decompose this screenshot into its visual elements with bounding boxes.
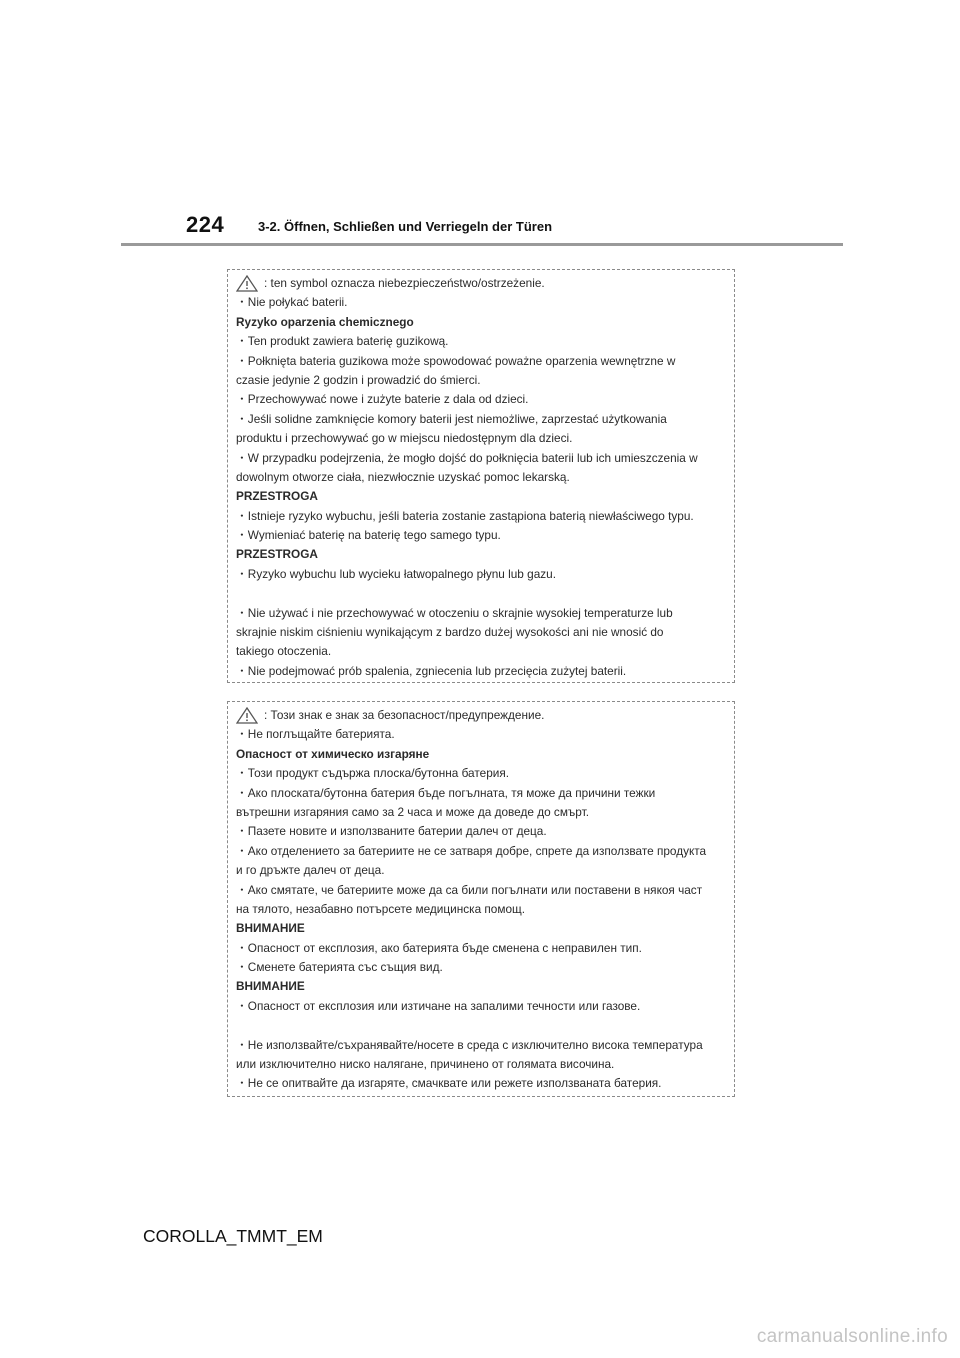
warning-triangle-icon	[236, 707, 258, 724]
bulgarian-spacer	[236, 1016, 734, 1035]
polish-intro-text: : ten symbol oznacza niebezpieczeństwo/ostrzeżenie.	[264, 276, 545, 290]
polish-line-18: takiego otoczenia.	[236, 644, 332, 659]
bulgarian-line-9: ・Ако смятате, че батериите може да са били погълнати или поставени в някоя част	[236, 882, 703, 897]
bulgarian-line-6: ・Пазете новите и използваните батерии далеч от деца.	[236, 824, 547, 839]
bulgarian-intro-line	[236, 706, 734, 725]
bulgarian-heading-chemical-burn: Опасност от химическо изгаряне	[236, 746, 430, 761]
polish-line-10: dowolnym otworze ciała, niezwłocznie uzyskać pomoc lekarską.	[236, 469, 570, 484]
bulgarian-line-15: ・Опасност от експлозия или изтичане на запалими течности или газове.	[236, 998, 641, 1013]
polish-line-15: ・Ryzyko wybuchu lub wycieku łatwopalnego płynu lub gazu.	[236, 566, 557, 581]
polish-line-8: produktu i przechowywać go w miejscu niedostępnym dla dzieci.	[236, 431, 573, 446]
section-title: 3-2. Öffnen, Schließen und Verriegeln der Türen	[258, 219, 553, 234]
polish-intro-line	[236, 274, 734, 293]
polish-line-7: ・Jeśli solidne zamknięcie komory baterii jest niemożliwe, zaprzestać użytkowania	[236, 411, 667, 426]
bulgarian-line-5: вътрешни изгаряния само за 2 часа и може да доведе до смърт.	[236, 804, 589, 819]
bulgarian-line-18: ・Не се опитвайте да изгаряте, смачквате или режете използваната батерия.	[236, 1076, 662, 1091]
polish-line-19: ・Nie podejmować prób spalenia, zgniecenia lub przecięcia zużytej baterii.	[236, 663, 627, 678]
polish-line-6: ・Przechowywać nowe i zużyte baterie z dala od dzieci.	[236, 392, 529, 407]
header-divider	[121, 243, 843, 246]
polish-line-1: ・Nie połykać baterii.	[236, 295, 348, 310]
polish-line-13: ・Wymieniać baterię na baterię tego samego typu.	[236, 528, 501, 543]
polish-heading-caution-1: PRZESTROGA	[236, 489, 318, 504]
page-number: 224	[186, 212, 225, 237]
warning-triangle-icon	[236, 275, 258, 292]
polish-spacer	[236, 584, 734, 603]
bulgarian-line-1: ・Не поглъщайте батерията.	[236, 727, 395, 742]
bulgarian-line-13: ・Сменете батерията със същия вид.	[236, 960, 443, 975]
watermark: carmanualsonline.info	[756, 1326, 948, 1347]
polish-line-12: ・Istnieje ryzyko wybuchu, jeśli bateria zostanie zastąpiona baterią niewłaściwego typu.	[236, 508, 694, 523]
polish-line-5: czasie jedynie 2 godzin i prowadzić do śmierci.	[236, 372, 481, 387]
bulgarian-intro-text: : Този знак е знак за безопасност/предупреждение.	[264, 708, 545, 722]
polish-line-3: ・Ten produkt zawiera baterię guzikową.	[236, 334, 449, 349]
bulgarian-line-10: на тялото, незабавно потърсете медицинска помощ.	[236, 901, 526, 916]
polish-heading-chemical-burn: Ryzyko oparzenia chemicznego	[236, 314, 414, 329]
polish-line-17: skrajnie niskim ciśnieniu wynikającym z bardzo dużej wysokości ani nie wnosić do	[236, 625, 664, 640]
polish-line-9: ・W przypadku podejrzenia, że mogło dojść do połknięcia baterii lub ich umieszczenia w	[236, 450, 698, 465]
bulgarian-warning-box	[227, 701, 735, 1097]
bulgarian-line-8: и го дръжте далеч от деца.	[236, 863, 385, 878]
bulgarian-line-3: ・Този продукт съдържа плоска/бутонна батерия.	[236, 766, 510, 781]
bulgarian-line-16: ・Не използвайте/съхранявайте/носете в среда с изключително висока температура	[236, 1037, 703, 1052]
polish-line-16: ・Nie używać i nie przechowywać w otoczeniu o skrajnie wysokiej temperaturze lub	[236, 605, 673, 620]
bulgarian-heading-caution-2: ВНИМАНИЕ	[236, 979, 305, 994]
model-code-footer: COROLLA_TMMT_EM	[143, 1226, 323, 1246]
bulgarian-line-7: ・Ако отделението за батериите не се затваря добре, спрете да използвате продукта	[236, 843, 707, 858]
bulgarian-line-4: ・Ако плоската/бутонна батерия бъде погълната, тя може да причини тежки	[236, 785, 656, 800]
polish-line-4: ・Połknięta bateria guzikowa może spowodować poważne oparzenia wewnętrzne w	[236, 353, 676, 368]
bulgarian-line-17: или изключително ниско налягане, причинено от голямата височина.	[236, 1057, 615, 1072]
polish-warning-box	[227, 269, 735, 683]
polish-heading-caution-2: PRZESTROGA	[236, 547, 318, 562]
bulgarian-line-12: ・Опасност от експлозия, ако батерията бъде сменена с неправилен тип.	[236, 940, 642, 955]
bulgarian-heading-caution-1: ВНИМАНИЕ	[236, 921, 305, 936]
